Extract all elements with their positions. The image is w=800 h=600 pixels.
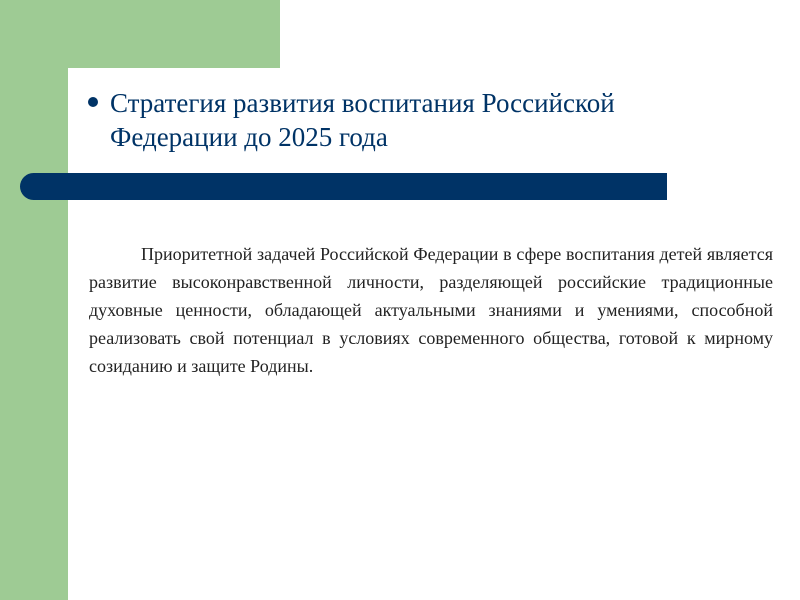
green-side-strip	[0, 0, 68, 600]
green-top-block	[0, 0, 280, 68]
body-paragraph: Приоритетной задачей Российской Федерации в сфере воспитания детей является развитие высоконравственной личности, разделяющей российские традиционные духовные ценности, обладающей актуальными знаниями и умениями, способной реализовать свой потенциал в условиях современного общества, готовой к мирному созиданию и защите Родины.	[89, 244, 773, 376]
bullet-dot-icon	[88, 97, 98, 107]
title-row	[88, 86, 728, 154]
slide-title: Стратегия развития воспитания Российской Федерации до 2025 года	[110, 88, 615, 152]
title-underline-bar	[20, 173, 667, 200]
